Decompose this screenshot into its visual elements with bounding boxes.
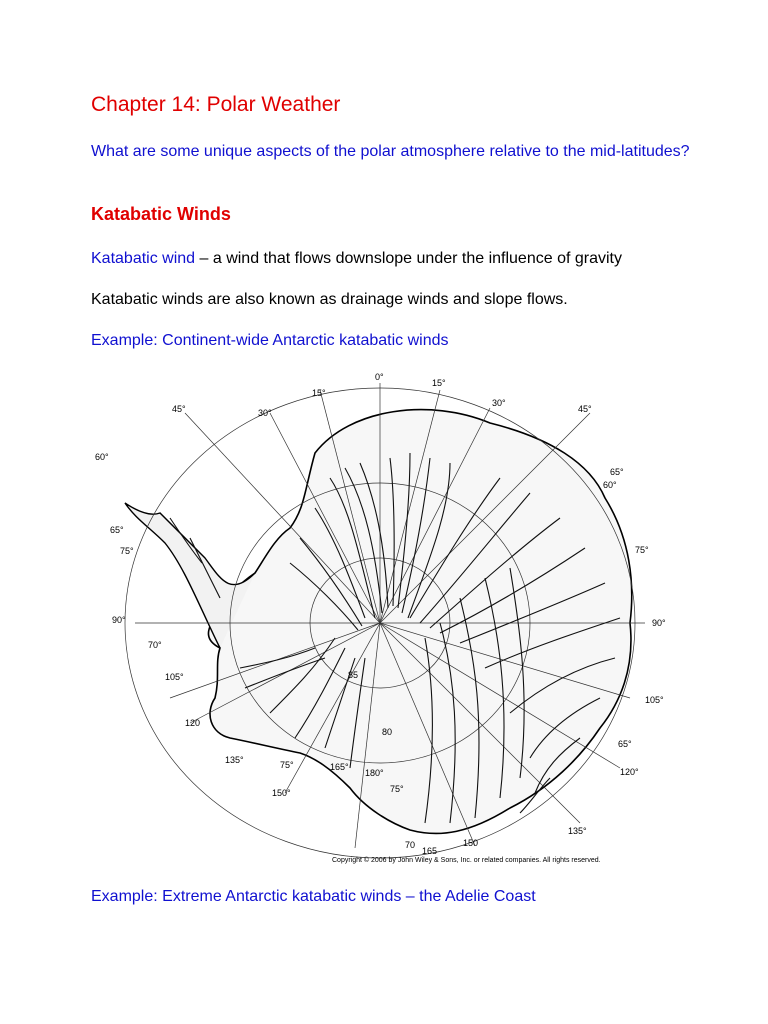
- label-lat-65-bottom: 65°: [618, 739, 632, 749]
- label-lon-90-left: 90°: [112, 615, 126, 625]
- also-known-paragraph: Katabatic winds are also known as drainage winds and slope flows.: [91, 291, 568, 308]
- label-lat-65-left: 65°: [110, 525, 124, 535]
- label-lon-180: 180°: [365, 768, 384, 778]
- label-lat-75-bottom: 75°: [390, 784, 404, 794]
- example-continent-wide: Example: Continent-wide Antarctic katabatic winds: [91, 332, 449, 349]
- definition-text: – a wind that flows downslope under the influence of gravity: [195, 250, 622, 267]
- label-lon-120-right: 120°: [620, 767, 639, 777]
- label-lat-70-left: 70°: [148, 640, 162, 650]
- label-lat-80: 80: [382, 727, 393, 737]
- label-lon-120-left: 120: [185, 718, 201, 728]
- label-lon-135-left: 135°: [225, 755, 244, 765]
- section-heading: Katabatic Winds: [91, 204, 231, 224]
- intro-question: What are some unique aspects of the polar atmosphere relative to the mid-latitudes?: [91, 143, 690, 160]
- label-lat-60-right: 60°: [603, 480, 617, 490]
- label-lon-165-right: 165: [422, 846, 438, 856]
- label-lon-45-left: 45°: [172, 404, 186, 414]
- label-lon-75-bottom-left: 75°: [280, 760, 294, 770]
- label-lon-165-left: 165°: [330, 762, 349, 772]
- label-lat-60-left: 60°: [95, 452, 109, 462]
- label-lat-70-bottom: 70: [405, 840, 416, 850]
- label-lon-150-right: 150: [463, 838, 479, 848]
- definition-term: Katabatic wind: [91, 250, 196, 267]
- label-lon-135-right: 135°: [568, 826, 587, 836]
- antarctica-katabatic-map: [90, 368, 688, 868]
- label-lon-90-right: 90°: [652, 618, 666, 628]
- label-lat-85: 85: [348, 670, 359, 680]
- label-lon-15-left: 15°: [312, 388, 326, 398]
- map-copyright: Copyright © 2006 by John Wiley & Sons, Inc. or related companies. All rights reserved.: [332, 857, 601, 864]
- label-lon-15-right: 15°: [432, 378, 446, 388]
- chapter-title: Chapter 14: Polar Weather: [91, 93, 341, 116]
- label-lat-75-left: 75°: [120, 546, 134, 556]
- example-adelie-coast: Example: Extreme Antarctic katabatic winds – the Adelie Coast: [91, 888, 536, 905]
- label-lon-45-right: 45°: [578, 404, 592, 414]
- label-lon-105-left: 105°: [165, 672, 184, 682]
- label-lon-0: 0°: [375, 372, 384, 382]
- label-lat-65-right: 65°: [610, 467, 624, 477]
- label-lon-105-right: 105°: [645, 695, 664, 705]
- label-lon-30-right: 30°: [492, 398, 506, 408]
- label-lon-75-right: 75°: [635, 545, 649, 555]
- definition-paragraph: [91, 250, 622, 268]
- label-lon-30-left: 30°: [258, 408, 272, 418]
- label-lon-150-left: 150°: [272, 788, 291, 798]
